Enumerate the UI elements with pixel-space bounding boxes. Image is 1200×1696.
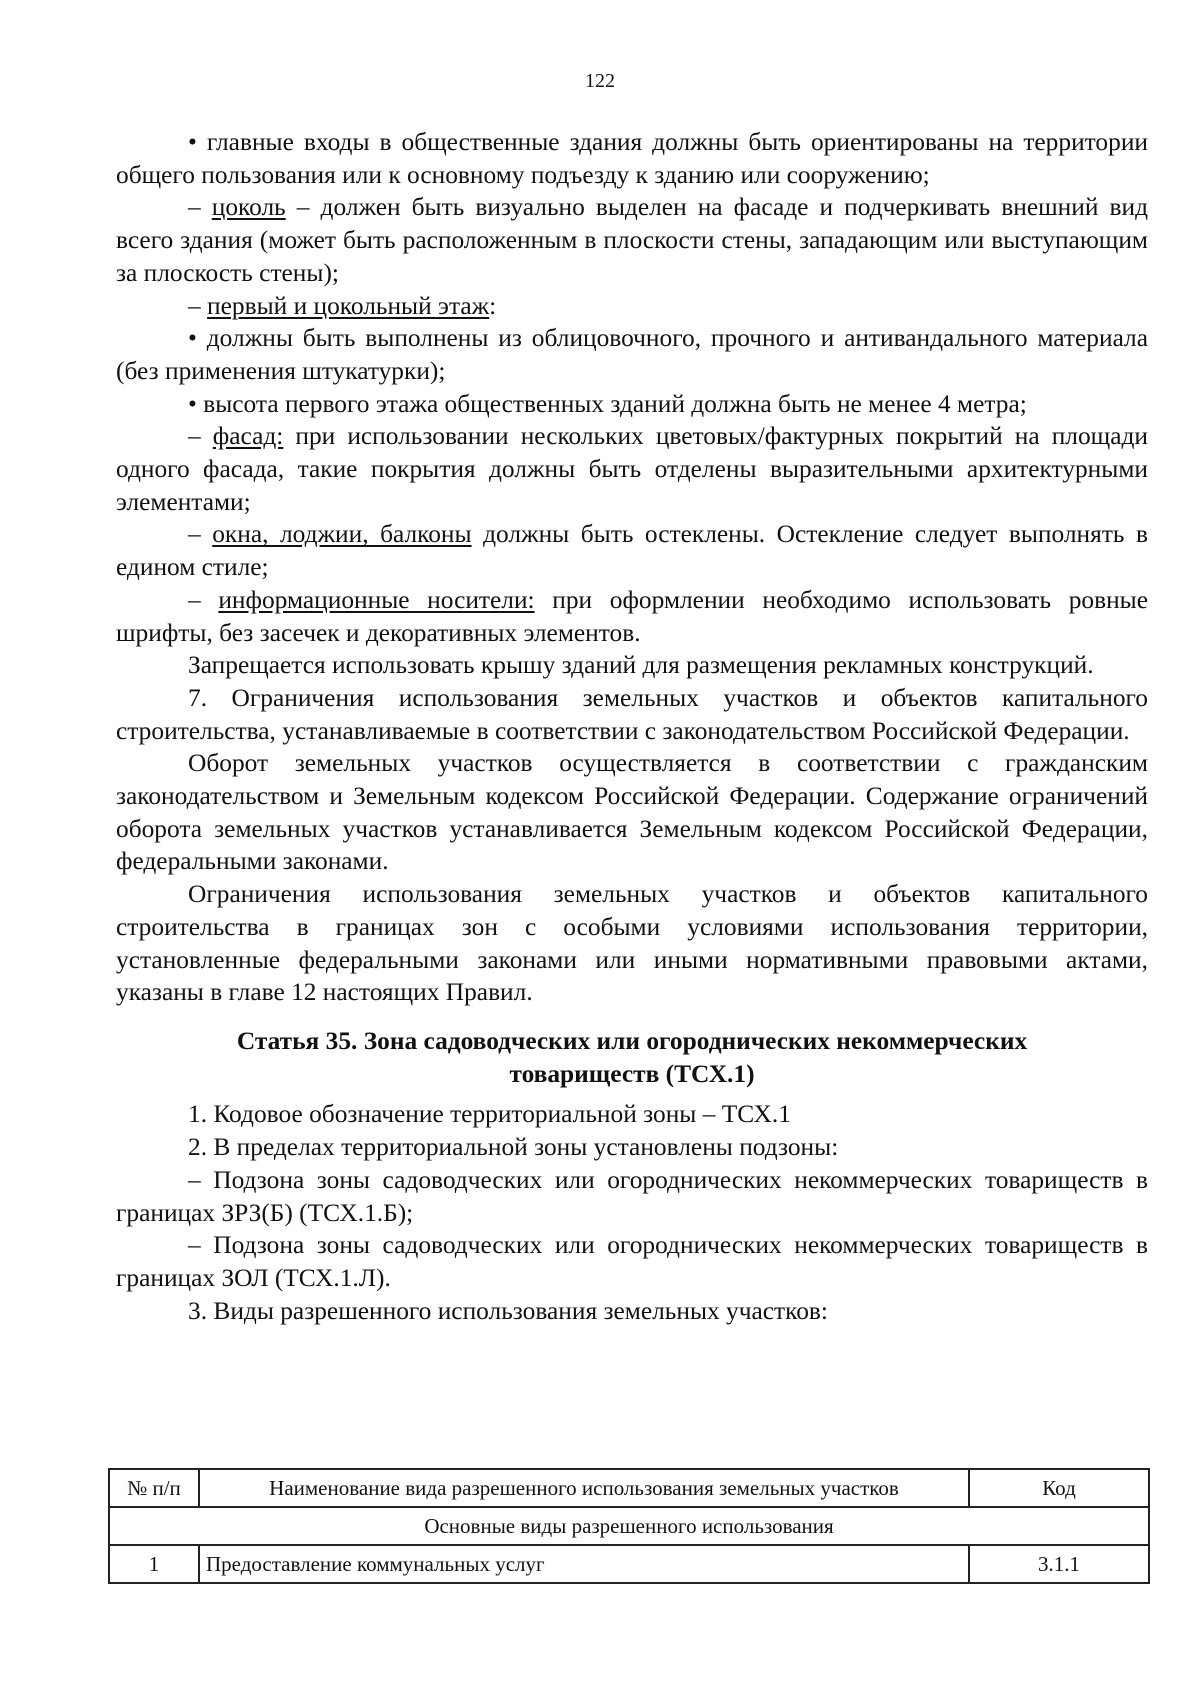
term-signage: информационные носители: (218, 585, 535, 614)
term-plinth: цоколь (211, 193, 286, 222)
page-number: 122 (585, 70, 615, 92)
dash: – (188, 422, 213, 451)
group-label: Основные виды разрешенного использования (109, 1507, 1149, 1545)
paragraph-text: – должен быть визуально выделен на фасаде и подчеркивать внешний вид всего здания (может быть расположенным в плоскости стены, западающим или выступающим за плоскость стены); (116, 193, 1148, 287)
row-name: Предоставление коммунальных услуг (199, 1545, 969, 1583)
paragraph-text: : (489, 291, 497, 320)
table-header-row (109, 1469, 1149, 1507)
dash: – (188, 291, 208, 320)
paragraph-text: должны быть остеклены. Остекление следует выполнять в едином стиле; (116, 520, 1148, 582)
dash: – (188, 193, 212, 222)
header-code: Код (969, 1469, 1149, 1507)
article-item-2: 2. В пределах территориальной зоны установлены подзоны: (188, 1133, 839, 1162)
paragraph-land-turnover: Оборот земельных участков осуществляется в соответствии с гражданским законодательством и Земельным кодексом Российской Федерации. Содержание ограничений оборота земельных участков устанавливается Земельным кодексом Российской Федерации, федеральными законами. (116, 749, 1148, 876)
table-group-row (109, 1507, 1149, 1545)
paragraph-facade (116, 420, 1148, 518)
header-number: № п/п (109, 1469, 199, 1507)
article-item-3: 3. Виды разрешенного использования земельных участков: (188, 1296, 828, 1325)
row-number: 1 (109, 1545, 199, 1583)
paragraph-signage (116, 584, 1148, 649)
paragraph-roof-ban: Запрещается использовать крышу зданий для размещения рекламных конструкций. (188, 651, 1094, 680)
dash: – (188, 585, 219, 614)
paragraph-item-7: 7. Ограничения использования земельных участков и объектов капитального строительства, устанавливаемые в соответствии с законодательством Российской Федерации. (116, 683, 1148, 745)
paragraph-restrictions: Ограничения использования земельных участков и объектов капитального строительства в границах зон с особыми условиями использования территории, установленные федеральными законами или иными нормативными правовыми актами, указаны в главе 12 настоящих Правил. (116, 880, 1148, 1007)
paragraph-bullet-entrances: • главные входы в общественные здания должны быть ориентированы на территории общего пользования или к основному подъезду к зданию или сооружению; (116, 128, 1148, 189)
paragraph-plinth (116, 191, 1148, 289)
article-item-1: 1. Кодовое обозначение территориальной зоны – ТСХ.1 (188, 1100, 791, 1129)
document-body (116, 126, 1148, 1327)
paragraph-first-floor (116, 290, 1148, 323)
permitted-uses-table (108, 1468, 1150, 1584)
paragraph-bullet-height: • высота первого этажа общественных зданий должна быть не менее 4 метра; (188, 389, 1027, 418)
term-facade: фасад: (212, 422, 284, 451)
term-first-floor: первый и цокольный этаж (207, 291, 490, 320)
paragraph-text: при оформлении необходимо использовать ровные шрифты, без засечек и декоративных элементов. (116, 585, 1148, 647)
paragraph-windows (116, 518, 1148, 583)
paragraph-text: при использовании нескольких цветовых/фактурных покрытий на площади одного фасада, такие покрытия должны быть отделены выразительными архитектурными элементами; (116, 422, 1148, 516)
dash: – (188, 520, 213, 549)
term-windows: окна, лоджии, балконы (212, 520, 472, 549)
subzone-2: – Подзона зоны садоводческих или огороднических некоммерческих товариществ в границах ЗОЛ (ТСХ.1.Л). (116, 1231, 1148, 1292)
article-heading: Статья 35. Зона садоводческих или огороднических некоммерческих товариществ (ТСХ.1) (236, 1026, 1028, 1088)
paragraph-bullet-materials: • должны быть выполнены из облицовочного, прочного и антивандального материала (без применения штукатурки); (116, 324, 1148, 385)
subzone-1: – Подзона зоны садоводческих или огороднических некоммерческих товариществ в границах ЗРЗ(Б) (ТСХ.1.Б); (116, 1165, 1148, 1227)
row-code: 3.1.1 (969, 1545, 1149, 1583)
table-row (109, 1545, 1149, 1583)
header-name: Наименование вида разрешенного использования земельных участков (199, 1469, 969, 1507)
